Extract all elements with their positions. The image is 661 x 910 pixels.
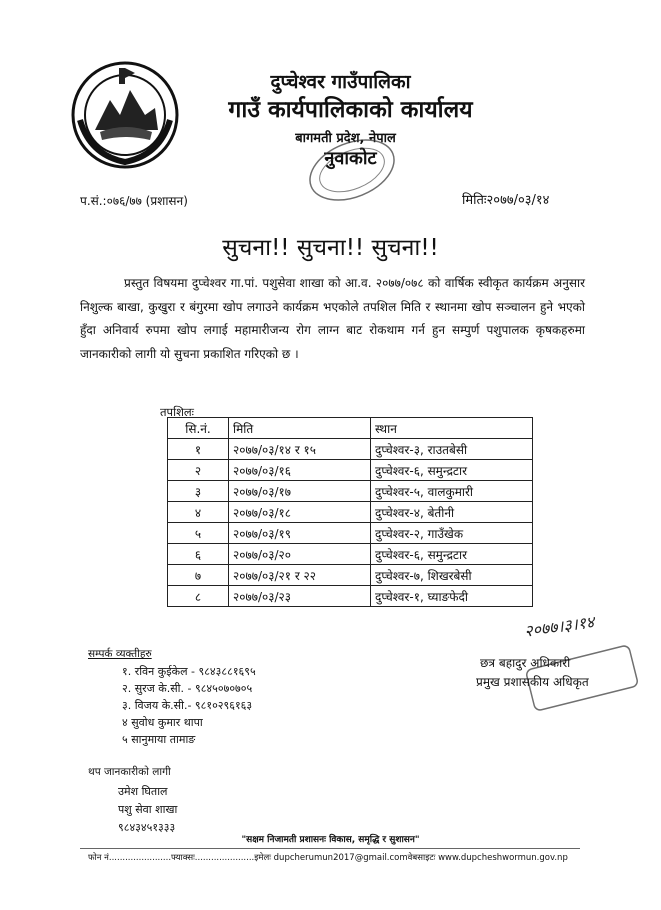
table-row (168, 439, 533, 460)
cell-serial: ८ (168, 586, 229, 607)
schedule-label: तपशिलः (160, 405, 195, 419)
cell-serial: ३ (168, 481, 229, 502)
cell-serial: ५ (168, 523, 229, 544)
table-row (168, 565, 533, 586)
reference-number: प.सं.:०७६/७७ (प्रशासन) (80, 194, 188, 208)
notice-title: सुचना!! सुचना!! सुचना!! (222, 235, 439, 261)
cell-date: २०७७/०३/१८ (229, 502, 371, 523)
footer-divider (80, 848, 580, 849)
contact-item: ५ सानुमाया तामाङ (122, 733, 196, 746)
cell-date: २०७७/०३/१४ र १५ (229, 439, 371, 460)
cell-serial: १ (168, 439, 229, 460)
signatory-title: प्रमुख प्रशासकीय अधिकृत (476, 675, 589, 689)
cell-serial: २ (168, 460, 229, 481)
contact-item: ४ सुवोध कुमार थापा (122, 716, 203, 729)
cell-serial: ४ (168, 502, 229, 523)
table-row (168, 544, 533, 565)
contact-item: १. रविन कुईकेल - ९८४३८८१६९५ (122, 665, 256, 678)
table-row (168, 481, 533, 502)
col-header-serial: सि.नं. (168, 418, 229, 439)
cell-place: दुप्चेश्वर-५, वालकुमारी (371, 481, 533, 502)
office-name: गाउँ कार्यपालिकाको कार्यालय (228, 97, 473, 123)
letter-date: मितिः२०७७/०३/१४ (462, 193, 550, 208)
notice-paragraph: प्रस्तुत विषयमा दुप्चेश्वर गा.पां. पशुसेवा शाखा को आ.व. २०७७/०७८ को वार्षिक स्वीकृत कार्यक्रम अनुसार निशुल्क बाखा, कुखुरा र बंगुरमा खोप लगाउने कार्यक्रम भएकोले तपशिल मिति र स्थानमा खोप सञ्चालन हुने भएको हुँदा अनिवार्य रुपमा खोप लगाई महामारीजन्य रोग लाग्न बाट रोकथाम गर्न हुन सम्पुर्ण पशुपालक कृषकहरुमा जानकारीको लागी यो सुचना प्रकाशित गरिएको छ । (80, 276, 585, 361)
table-header-row (168, 418, 533, 439)
col-header-date: मिति (229, 418, 371, 439)
signatory-name: छत्र बहादुर अधिकारी (480, 656, 571, 670)
cell-serial: ६ (168, 544, 229, 565)
cell-place: दुप्चेश्वर-६, समुन्द्रटार (371, 460, 533, 481)
cell-date: २०७७/०३/२१ र २२ (229, 565, 371, 586)
province-line: बागमती प्रदेश, नेपाल (295, 131, 396, 146)
cell-place: दुप्चेश्वर-२, गाउँखेक (371, 523, 533, 544)
more-info-line: उमेश घिताल (118, 785, 168, 798)
cell-serial: ७ (168, 565, 229, 586)
more-info-line: ९८४३४५१३३३ (118, 821, 176, 834)
district-line: नुवाकोट (324, 148, 377, 169)
table-row (168, 523, 533, 544)
cell-place: दुप्चेश्वर-६, समुन्द्रटार (371, 544, 533, 565)
footer-contact-line: फोन नं.......................फ्याक्सः......................इमेलः dupcherumun2017@gmail.comवेबसाइटः www.dupcheshwormun.gov.np (88, 853, 568, 863)
table-row (168, 586, 533, 607)
more-info-heading: थप जानकारीको लागी (88, 766, 171, 778)
cell-date: २०७७/०३/२० (229, 544, 371, 565)
cell-place: दुप्चेश्वर-१, घ्याङफेदी (371, 586, 533, 607)
contacts-heading: सम्पर्क व्यक्तीहरु (88, 648, 152, 660)
vaccination-schedule-table (167, 417, 533, 607)
cell-place: दुप्चेश्वर-३, राउतबेसी (371, 439, 533, 460)
table-row (168, 460, 533, 481)
cell-place: दुप्चेश्वर-७, शिखरबेसी (371, 565, 533, 586)
table-row (168, 502, 533, 523)
cell-date: २०७७/०३/१७ (229, 481, 371, 502)
municipality-name: दुप्चेश्वर गाउँपालिका (270, 71, 411, 93)
cell-place: दुप्चेश्वर-४, बेतीनी (371, 502, 533, 523)
contact-item: २. सुरज के.सी. - ९८४५०७०७०५ (122, 682, 253, 695)
cell-date: २०७७/०३/१६ (229, 460, 371, 481)
contact-item: ३. विजय के.सी.- ९८१०२९६१६३ (122, 699, 253, 712)
notice-body (80, 272, 585, 366)
handwritten-signature: २०७७।३।१४ (523, 612, 596, 641)
footer-motto: "सक्षम निजामती प्रशासनः विकास, समृद्धि र सुशासन" (241, 835, 420, 845)
cell-date: २०७७/०३/२३ (229, 586, 371, 607)
more-info-line: पशु सेवा शाखा (118, 803, 178, 816)
col-header-place: स्थान (371, 418, 533, 439)
cell-date: २०७७/०३/१९ (229, 523, 371, 544)
